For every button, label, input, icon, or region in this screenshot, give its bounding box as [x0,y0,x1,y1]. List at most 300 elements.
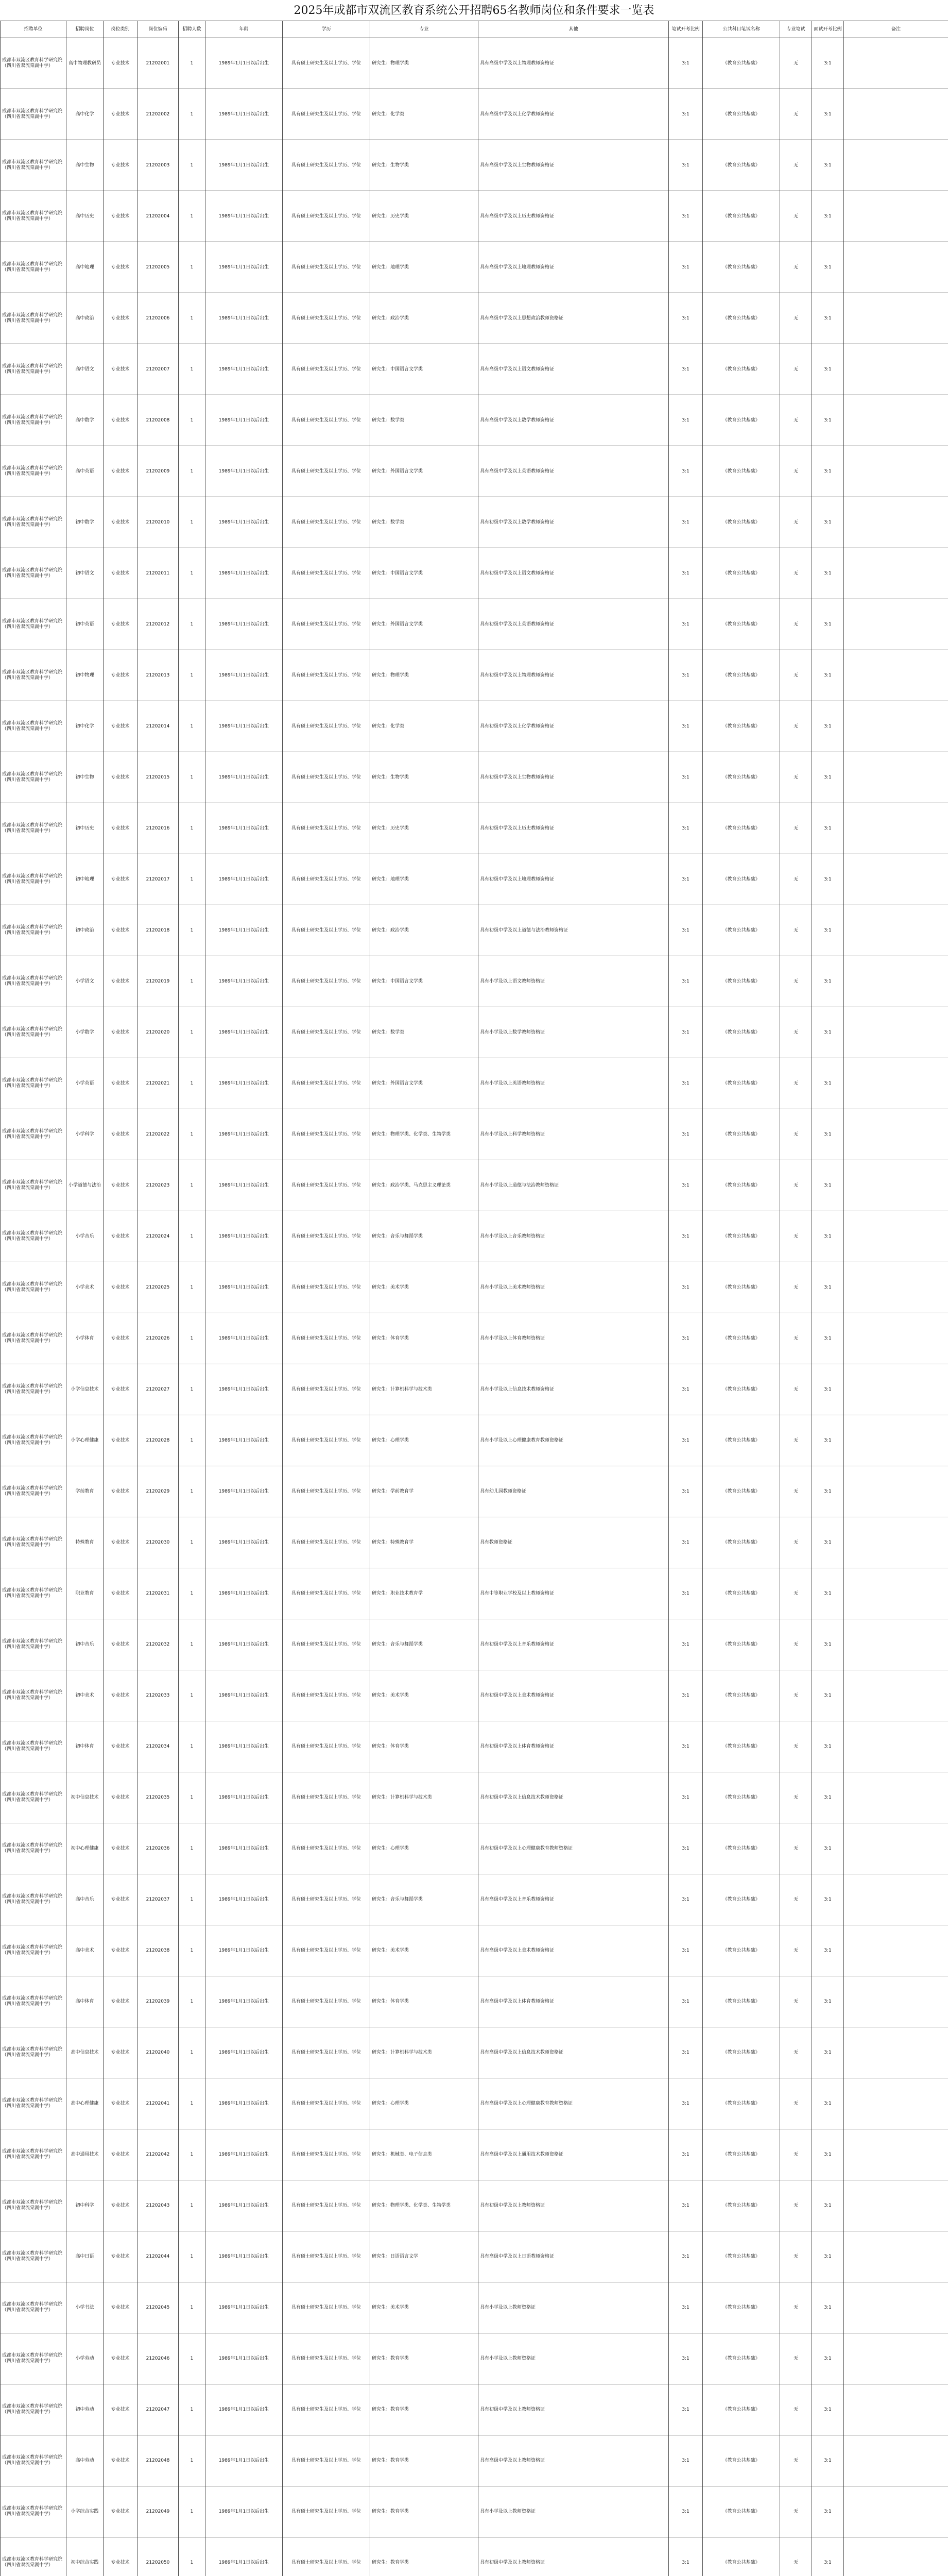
cell-post: 小学劳动 [66,2333,104,2384]
cell-note [844,2537,948,2576]
cell-code: 21202024 [137,1211,179,1262]
cell-count: 1 [179,2027,205,2078]
cell-iratio: 3:1 [812,1007,844,1058]
cell-age: 1989年1月1日以后出生 [205,1721,283,1772]
cell-code: 21202022 [137,1109,179,1160]
cell-unit: 成都市双流区教育科学研究院（四川省双流棠湖中学） [1,1262,66,1313]
cell-post: 初中劳动 [66,2384,104,2435]
cell-count: 1 [179,2129,205,2180]
cell-exam: 《教育公共基础》 [703,905,780,956]
cell-iratio: 3:1 [812,1364,844,1415]
cell-iratio: 3:1 [812,344,844,395]
cell-age: 1989年1月1日以后出生 [205,293,283,344]
cell-iratio: 3:1 [812,2384,844,2435]
cell-code: 21202047 [137,2384,179,2435]
cell-ratio: 3:1 [669,1109,703,1160]
cell-iratio: 3:1 [812,2129,844,2180]
cell-note [844,905,948,956]
cell-age: 1989年1月1日以后出生 [205,2333,283,2384]
cell-note [844,752,948,803]
cell-exam: 《教育公共基础》 [703,38,780,89]
document-title: 2025年成都市双流区教育系统公开招聘65名教师岗位和条件要求一览表 [294,4,654,17]
cell-note [844,1313,948,1364]
table-row [1,599,948,650]
table-header-row [1,21,948,38]
cell-exam: 《教育公共基础》 [703,599,780,650]
cell-age: 1989年1月1日以后出生 [205,599,283,650]
cell-code: 21202028 [137,1415,179,1466]
cell-unit: 成都市双流区教育科学研究院（四川省双流棠湖中学） [1,1568,66,1619]
cell-type: 专业技术 [104,854,137,905]
cell-spec: 无 [780,1007,812,1058]
cell-code: 21202050 [137,2537,179,2576]
cell-major: 研究生：美术学类 [370,1670,478,1721]
cell-unit: 成都市双流区教育科学研究院（四川省双流棠湖中学） [1,956,66,1007]
cell-other: 具有小学及以上教师资格证 [478,2333,669,2384]
cell-edu: 具有硕士研究生及以上学历、学位 [283,242,370,293]
table-row [1,89,948,140]
cell-spec: 无 [780,1874,812,1925]
cell-count: 1 [179,1568,205,1619]
cell-exam: 《教育公共基础》 [703,2282,780,2333]
cell-type: 专业技术 [104,803,137,854]
cell-age: 1989年1月1日以后出生 [205,854,283,905]
cell-spec: 无 [780,2282,812,2333]
cell-unit: 成都市双流区教育科学研究院（四川省双流棠湖中学） [1,1313,66,1364]
cell-major: 研究生：计算机科学与技术类 [370,2027,478,2078]
cell-count: 1 [179,293,205,344]
cell-unit: 成都市双流区教育科学研究院（四川省双流棠湖中学） [1,1466,66,1517]
cell-unit: 成都市双流区教育科学研究院（四川省双流棠湖中学） [1,1415,66,1466]
cell-count: 1 [179,395,205,446]
cell-other: 具有小学及以上英语教师资格证 [478,1058,669,1109]
cell-unit: 成都市双流区教育科学研究院（四川省双流棠湖中学） [1,89,66,140]
cell-iratio: 3:1 [812,1874,844,1925]
header-major: 专业 [370,21,478,38]
cell-type: 专业技术 [104,1058,137,1109]
cell-ratio: 3:1 [669,1466,703,1517]
cell-exam: 《教育公共基础》 [703,1568,780,1619]
cell-type: 专业技术 [104,89,137,140]
cell-ratio: 3:1 [669,905,703,956]
cell-major: 研究生：音乐与舞蹈学类 [370,1619,478,1670]
cell-edu: 具有硕士研究生及以上学历、学位 [283,2129,370,2180]
cell-note [844,2231,948,2282]
table-row [1,497,948,548]
cell-age: 1989年1月1日以后出生 [205,752,283,803]
cell-note [844,2435,948,2486]
cell-edu: 具有硕士研究生及以上学历、学位 [283,1823,370,1874]
cell-edu: 具有硕士研究生及以上学历、学位 [283,1313,370,1364]
cell-type: 专业技术 [104,1007,137,1058]
cell-edu: 具有硕士研究生及以上学历、学位 [283,905,370,956]
cell-unit: 成都市双流区教育科学研究院（四川省双流棠湖中学） [1,242,66,293]
cell-code: 21202005 [137,242,179,293]
cell-note [844,1874,948,1925]
cell-exam: 《教育公共基础》 [703,1670,780,1721]
cell-count: 1 [179,1823,205,1874]
cell-edu: 具有硕士研究生及以上学历、学位 [283,2384,370,2435]
table-row [1,1364,948,1415]
cell-iratio: 3:1 [812,1619,844,1670]
cell-spec: 无 [780,140,812,191]
cell-post: 初中化学 [66,701,104,752]
cell-post: 高中地理 [66,242,104,293]
cell-count: 1 [179,956,205,1007]
cell-type: 专业技术 [104,2180,137,2231]
cell-exam: 《教育公共基础》 [703,1007,780,1058]
cell-note [844,2486,948,2537]
cell-ratio: 3:1 [669,2384,703,2435]
cell-ratio: 3:1 [669,497,703,548]
cell-other: 具有小学及以上科学教师资格证 [478,1109,669,1160]
cell-code: 21202049 [137,2486,179,2537]
cell-note [844,1721,948,1772]
cell-ratio: 3:1 [669,2129,703,2180]
cell-age: 1989年1月1日以后出生 [205,2129,283,2180]
cell-post: 小学体育 [66,1313,104,1364]
cell-spec: 无 [780,1109,812,1160]
cell-other: 具有高级中学及以上地理教师资格证 [478,242,669,293]
header-unit: 招聘单位 [1,21,66,38]
cell-unit: 成都市双流区教育科学研究院（四川省双流棠湖中学） [1,497,66,548]
cell-code: 21202040 [137,2027,179,2078]
cell-post: 初中政治 [66,905,104,956]
cell-exam: 《教育公共基础》 [703,1976,780,2027]
cell-ratio: 3:1 [669,1619,703,1670]
cell-exam: 《教育公共基础》 [703,2333,780,2384]
cell-post: 学前教育 [66,1466,104,1517]
cell-spec: 无 [780,2180,812,2231]
cell-major: 研究生：教育学类 [370,2486,478,2537]
cell-other: 具有高级中学及以上日语教师资格证 [478,2231,669,2282]
cell-code: 21202021 [137,1058,179,1109]
table-row [1,1313,948,1364]
cell-code: 21202039 [137,1976,179,2027]
cell-other: 具有初级中学及以上道德与法治教师资格证 [478,905,669,956]
cell-count: 1 [179,1007,205,1058]
cell-note [844,650,948,701]
cell-type: 专业技术 [104,2384,137,2435]
cell-code: 21202001 [137,38,179,89]
cell-type: 专业技术 [104,2537,137,2576]
cell-count: 1 [179,497,205,548]
table-row [1,1670,948,1721]
table-row [1,1976,948,2027]
cell-iratio: 3:1 [812,1517,844,1568]
cell-major: 研究生：心理学类 [370,1823,478,1874]
cell-major: 研究生：外国语言文学类 [370,1058,478,1109]
cell-age: 1989年1月1日以后出生 [205,1313,283,1364]
cell-type: 专业技术 [104,1415,137,1466]
cell-edu: 具有硕士研究生及以上学历、学位 [283,1211,370,1262]
cell-exam: 《教育公共基础》 [703,1262,780,1313]
cell-age: 1989年1月1日以后出生 [205,191,283,242]
cell-major: 研究生：教育学类 [370,2537,478,2576]
cell-ratio: 3:1 [669,2231,703,2282]
cell-note [844,599,948,650]
table-row [1,1262,948,1313]
cell-note [844,242,948,293]
header-exam: 公共科目笔试名称 [703,21,780,38]
cell-ratio: 3:1 [669,89,703,140]
cell-note [844,1466,948,1517]
cell-age: 1989年1月1日以后出生 [205,140,283,191]
cell-unit: 成都市双流区教育科学研究院（四川省双流棠湖中学） [1,1007,66,1058]
cell-unit: 成都市双流区教育科学研究院（四川省双流棠湖中学） [1,1619,66,1670]
cell-major: 研究生：特殊教育学 [370,1517,478,1568]
cell-count: 1 [179,2435,205,2486]
cell-post: 高中英语 [66,446,104,497]
cell-other: 具有初级中学及以上教师资格证 [478,2537,669,2576]
table-row [1,1619,948,1670]
cell-other: 具有小学及以上教师资格证 [478,2282,669,2333]
cell-other: 具有初级中学及以上体育教师资格证 [478,1721,669,1772]
cell-ratio: 3:1 [669,242,703,293]
cell-code: 21202034 [137,1721,179,1772]
table-row [1,650,948,701]
cell-major: 研究生：美术学类 [370,2282,478,2333]
cell-spec: 无 [780,854,812,905]
cell-post: 高中音乐 [66,1874,104,1925]
cell-code: 21202002 [137,89,179,140]
table-row [1,191,948,242]
cell-edu: 具有硕士研究生及以上学历、学位 [283,1262,370,1313]
cell-iratio: 3:1 [812,956,844,1007]
cell-exam: 《教育公共基础》 [703,2384,780,2435]
cell-age: 1989年1月1日以后出生 [205,956,283,1007]
cell-exam: 《教育公共基础》 [703,1364,780,1415]
cell-type: 专业技术 [104,956,137,1007]
cell-count: 1 [179,1313,205,1364]
cell-edu: 具有硕士研究生及以上学历、学位 [283,752,370,803]
cell-count: 1 [179,1925,205,1976]
cell-post: 高中心理健康 [66,2078,104,2129]
cell-type: 专业技术 [104,293,137,344]
cell-major: 研究生：学前教育学 [370,1466,478,1517]
cell-exam: 《教育公共基础》 [703,1211,780,1262]
cell-note [844,2282,948,2333]
cell-iratio: 3:1 [812,140,844,191]
cell-unit: 成都市双流区教育科学研究院（四川省双流棠湖中学） [1,2537,66,2576]
cell-exam: 《教育公共基础》 [703,854,780,905]
cell-count: 1 [179,854,205,905]
cell-unit: 成都市双流区教育科学研究院（四川省双流棠湖中学） [1,293,66,344]
cell-type: 专业技术 [104,1364,137,1415]
cell-age: 1989年1月1日以后出生 [205,2180,283,2231]
cell-other: 具有初级中学及以上音乐教师资格证 [478,1619,669,1670]
cell-unit: 成都市双流区教育科学研究院（四川省双流棠湖中学） [1,1823,66,1874]
table-row [1,2231,948,2282]
cell-ratio: 3:1 [669,2333,703,2384]
cell-other: 具有高级中学及以上体育教师资格证 [478,1976,669,2027]
cell-other: 具有小学及以上数学教师资格证 [478,1007,669,1058]
header-iratio: 面试开考比例 [812,21,844,38]
cell-edu: 具有硕士研究生及以上学历、学位 [283,2180,370,2231]
cell-edu: 具有硕士研究生及以上学历、学位 [283,446,370,497]
table-row [1,1058,948,1109]
cell-age: 1989年1月1日以后出生 [205,1619,283,1670]
cell-ratio: 3:1 [669,395,703,446]
cell-unit: 成都市双流区教育科学研究院（四川省双流棠湖中学） [1,650,66,701]
cell-unit: 成都市双流区教育科学研究院（四川省双流棠湖中学） [1,2231,66,2282]
cell-ratio: 3:1 [669,2180,703,2231]
table-row [1,752,948,803]
header-note: 备注 [844,21,948,38]
cell-iratio: 3:1 [812,2180,844,2231]
cell-spec: 无 [780,2027,812,2078]
cell-other: 具有高级中学及以上通用技术教师资格证 [478,2129,669,2180]
cell-other: 具有小学及以上音乐教师资格证 [478,1211,669,1262]
cell-other: 具有教师资格证 [478,1517,669,1568]
cell-note [844,2333,948,2384]
cell-post: 初中科学 [66,2180,104,2231]
cell-type: 专业技术 [104,446,137,497]
cell-iratio: 3:1 [812,446,844,497]
cell-major: 研究生：物理学类、化学类、生物学类 [370,1109,478,1160]
cell-spec: 无 [780,701,812,752]
cell-type: 专业技术 [104,1976,137,2027]
cell-spec: 无 [780,1160,812,1211]
cell-post: 高中化学 [66,89,104,140]
cell-spec: 无 [780,650,812,701]
cell-note [844,497,948,548]
cell-ratio: 3:1 [669,293,703,344]
cell-major: 研究生：教育学类 [370,2435,478,2486]
cell-exam: 《教育公共基础》 [703,140,780,191]
cell-post: 特殊教育 [66,1517,104,1568]
cell-ratio: 3:1 [669,1721,703,1772]
cell-unit: 成都市双流区教育科学研究院（四川省双流棠湖中学） [1,2435,66,2486]
table-row [1,803,948,854]
cell-type: 专业技术 [104,2231,137,2282]
cell-unit: 成都市双流区教育科学研究院（四川省双流棠湖中学） [1,701,66,752]
table-row [1,2333,948,2384]
cell-edu: 具有硕士研究生及以上学历、学位 [283,395,370,446]
cell-count: 1 [179,599,205,650]
cell-count: 1 [179,2180,205,2231]
cell-spec: 无 [780,497,812,548]
cell-iratio: 3:1 [812,2435,844,2486]
cell-post: 初中历史 [66,803,104,854]
cell-iratio: 3:1 [812,1568,844,1619]
cell-exam: 《教育公共基础》 [703,242,780,293]
cell-code: 21202023 [137,1160,179,1211]
cell-count: 1 [179,89,205,140]
cell-unit: 成都市双流区教育科学研究院（四川省双流棠湖中学） [1,2486,66,2537]
cell-unit: 成都市双流区教育科学研究院（四川省双流棠湖中学） [1,2078,66,2129]
table-row [1,2078,948,2129]
cell-iratio: 3:1 [812,1262,844,1313]
cell-type: 专业技术 [104,2435,137,2486]
cell-age: 1989年1月1日以后出生 [205,1568,283,1619]
table-row [1,1772,948,1823]
cell-major: 研究生：地理学类 [370,242,478,293]
cell-age: 1989年1月1日以后出生 [205,2435,283,2486]
cell-ratio: 3:1 [669,1160,703,1211]
cell-note [844,89,948,140]
cell-type: 专业技术 [104,242,137,293]
cell-exam: 《教育公共基础》 [703,1823,780,1874]
cell-exam: 《教育公共基础》 [703,497,780,548]
cell-code: 21202044 [137,2231,179,2282]
cell-major: 研究生：职业技术教育学 [370,1568,478,1619]
cell-type: 专业技术 [104,140,137,191]
cell-post: 小学信息技术 [66,1364,104,1415]
cell-exam: 《教育公共基础》 [703,1058,780,1109]
cell-unit: 成都市双流区教育科学研究院（四川省双流棠湖中学） [1,752,66,803]
cell-iratio: 3:1 [812,650,844,701]
cell-code: 21202036 [137,1823,179,1874]
cell-exam: 《教育公共基础》 [703,446,780,497]
cell-edu: 具有硕士研究生及以上学历、学位 [283,1721,370,1772]
cell-ratio: 3:1 [669,2027,703,2078]
cell-major: 研究生：物理学类 [370,650,478,701]
cell-post: 小学语文 [66,956,104,1007]
cell-code: 21202016 [137,803,179,854]
header-edu: 学历 [283,21,370,38]
cell-unit: 成都市双流区教育科学研究院（四川省双流棠湖中学） [1,1517,66,1568]
cell-exam: 《教育公共基础》 [703,803,780,854]
cell-count: 1 [179,38,205,89]
cell-post: 初中综合实践 [66,2537,104,2576]
cell-other: 具有初级中学及以上历史教师资格证 [478,803,669,854]
cell-count: 1 [179,242,205,293]
cell-spec: 无 [780,1313,812,1364]
cell-ratio: 3:1 [669,701,703,752]
cell-other: 具有高级中学及以上信息技术教师资格证 [478,2027,669,2078]
cell-spec: 无 [780,2078,812,2129]
cell-other: 具有中等职业学校及以上教师资格证 [478,1568,669,1619]
cell-type: 专业技术 [104,2486,137,2537]
cell-exam: 《教育公共基础》 [703,2231,780,2282]
cell-post: 初中美术 [66,1670,104,1721]
cell-post: 小学英语 [66,1058,104,1109]
cell-note [844,2384,948,2435]
cell-code: 21202042 [137,2129,179,2180]
cell-code: 21202048 [137,2435,179,2486]
cell-iratio: 3:1 [812,2333,844,2384]
cell-iratio: 3:1 [812,905,844,956]
cell-other: 具有小学及以上美术教师资格证 [478,1262,669,1313]
cell-spec: 无 [780,1415,812,1466]
cell-major: 研究生：外国语言文学类 [370,446,478,497]
cell-unit: 成都市双流区教育科学研究院（四川省双流棠湖中学） [1,2384,66,2435]
cell-age: 1989年1月1日以后出生 [205,38,283,89]
cell-exam: 《教育公共基础》 [703,2180,780,2231]
cell-major: 研究生：中国语言文学类 [370,956,478,1007]
cell-note [844,2129,948,2180]
cell-unit: 成都市双流区教育科学研究院（四川省双流棠湖中学） [1,344,66,395]
cell-ratio: 3:1 [669,854,703,905]
cell-ratio: 3:1 [669,803,703,854]
cell-other: 具有初级中学及以上教师资格证 [478,2384,669,2435]
cell-ratio: 3:1 [669,344,703,395]
cell-age: 1989年1月1日以后出生 [205,1976,283,2027]
table-row [1,293,948,344]
cell-count: 1 [179,2486,205,2537]
cell-exam: 《教育公共基础》 [703,2486,780,2537]
cell-ratio: 3:1 [669,1976,703,2027]
cell-post: 初中心理健康 [66,1823,104,1874]
cell-exam: 《教育公共基础》 [703,395,780,446]
cell-count: 1 [179,803,205,854]
cell-count: 1 [179,1670,205,1721]
cell-age: 1989年1月1日以后出生 [205,89,283,140]
cell-major: 研究生：心理学类 [370,1415,478,1466]
cell-post: 高中通用技术 [66,2129,104,2180]
table-row [1,1466,948,1517]
